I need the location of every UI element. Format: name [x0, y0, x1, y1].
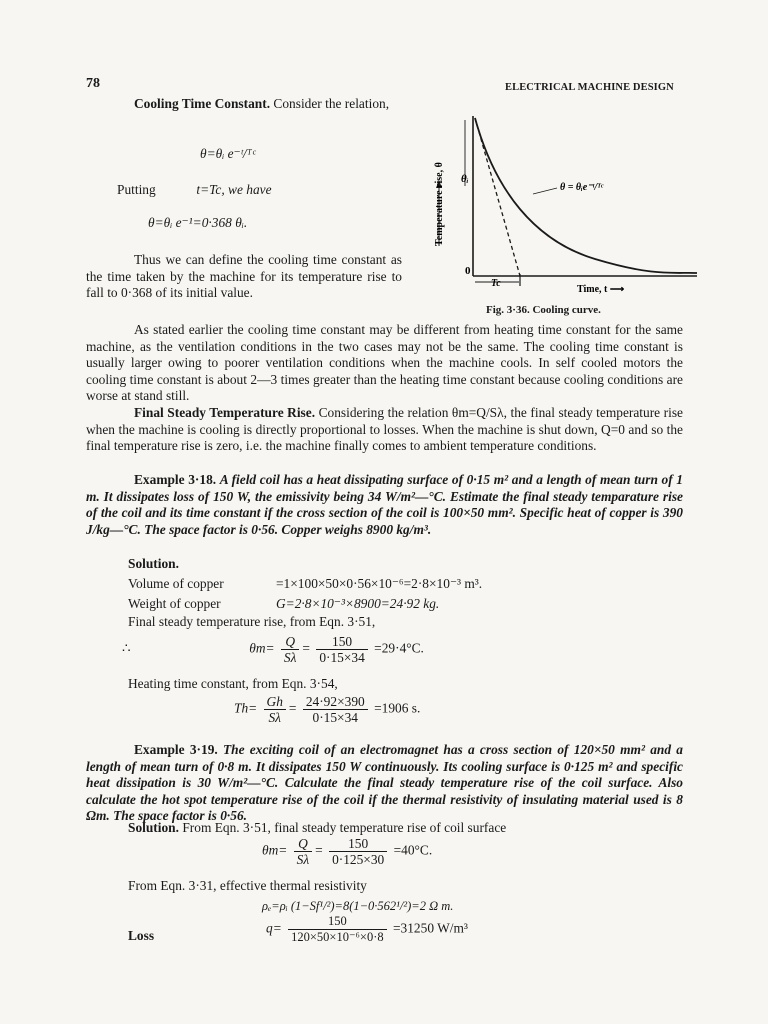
example-3-19: [86, 742, 683, 825]
ex318-weight-line: [128, 596, 439, 613]
ex318-th-lhs: Th=: [234, 700, 258, 716]
ex319-q-equation: [266, 914, 468, 945]
origin-label: 0: [465, 265, 471, 277]
cooling-curve: [475, 118, 697, 273]
ex319-frac-q-over-s: $\frac{Q}{S\lambda}$: [294, 836, 313, 867]
cooling-definition: Thus we can define the cooling time constant as the time taken by the machine for its temperature rise to fall to 0·368 of its initial value.: [86, 252, 402, 300]
ex318-volume-label: Volume of copper: [128, 576, 224, 591]
ex319-solution-line: [128, 820, 506, 837]
y-axis-label: Temperature rise, θ: [434, 162, 445, 246]
figure-caption: Fig. 3·36. Cooling curve.: [486, 304, 601, 316]
running-head: ELECTRICAL MACHINE DESIGN: [505, 82, 674, 93]
ex318-th-equation: Th= $\frac{Gh}{S\lambda}$ = $\frac{24\cdot 92\times 390}{0\cdot 15\times 34}$ =1906 s.: [234, 694, 421, 725]
ex319-frac-150: $\frac{150}{0\cdot 125\times 30}$: [329, 836, 387, 867]
ex318-problem: A field coil has a heat dissipating surface of 0·15 m² and a length of mean turn of 1 m. It dissipates loss of 150 W, the emissivity being 34 W/m²—°C. Estimate the final steady temparature rise of the coil and its time constant if the cross section of the coil is 100×50 mm². Specific heat of copper is 390 J/kg—°C. The space factor is 0·56. Copper weighs 8900 kg/m³.: [86, 472, 683, 537]
ex319-resist-label: From Eqn. 3·31, effective thermal resistivity: [128, 878, 367, 893]
ex318-weight-label: Weight of copper: [128, 596, 221, 611]
therefore-symbol: ∴: [122, 640, 131, 656]
ex318-frac-gh-over-s: $\frac{Gh}{S\lambda}$: [264, 694, 286, 725]
y-tick-theta-i: θᵢ: [461, 173, 469, 185]
tangent-line: [475, 118, 520, 276]
ex318-weight-value: G=2·8×10⁻³×8900=24·92 kg.: [276, 596, 440, 611]
paragraph-time-constant-comparison: As stated earlier the cooling time constant may be different from heating time constant for the same machine, as the ventilation conditions in the two cases may not be the same. The cooling time constant is usually larger owing to poorer ventilation conditions when the machine cools. In self cooled motors the cooling time constant is about 2—3 times greater than the heating time constant because cooling conditions are worse at stand still.: [86, 322, 683, 403]
ex319-q-result: =31250 W/m³: [392, 920, 468, 936]
tc-label: Tc: [491, 278, 501, 289]
putting-label: Putting: [117, 182, 156, 197]
cooling-curve-figure: [425, 96, 705, 321]
ex319-theta-equation: θm= $\frac{Q}{S\lambda}$ = $\frac{150}{0\cdot 125\times 30}$ =40°C.: [262, 836, 433, 867]
ex318-heating-label: Heating time constant, from Eqn. 3·54,: [128, 676, 338, 691]
putting-line: [117, 182, 272, 199]
ex318-volume-value: =1×100×50×0·56×10⁻⁶=2·8×10⁻³ m³.: [276, 576, 483, 591]
ex318-solution-label: Solution.: [128, 556, 179, 571]
cooling-heading: Cooling Time Constant.: [134, 96, 271, 111]
equation-cooling-0368: θ=θᵢ e⁻¹=0·368 θᵢ.: [148, 215, 248, 230]
final-rise-text: Considering the relation θm=Q/Sλ, the final steady temperature rise when the machine is cooling is directly proportional to losses. When the machine is shut down, Q=0 and so the final temperature rise is zero, i.e. the machine finally comes to ambient temperature conditions.: [86, 405, 683, 453]
equation-cooling-exponential: θ=θᵢ e⁻ᵗ/ᵀᶜ: [200, 146, 256, 161]
final-rise-heading: Final Steady Temperature Rise.: [134, 405, 316, 420]
ex319-solution-text: From Eqn. 3·51, final steady temperature rise of coil surface: [182, 820, 507, 835]
ex319-solution-label: Solution.: [128, 820, 179, 835]
ex319-loss-label: Loss: [128, 928, 155, 943]
ex319-theta-result: =40°C.: [393, 842, 433, 858]
ex318-final-label: Final steady temperature rise, from Eqn. 3·51,: [128, 614, 376, 629]
ex318-th-result: =1906 s.: [374, 700, 421, 716]
ex318-frac-150: $\frac{150}{0\cdot 15\times 34}$: [316, 634, 368, 665]
curve-label-leader: [533, 188, 557, 194]
ex319-heading: Example 3·19.: [134, 742, 218, 757]
ex318-frac-24-92: $\frac{24\cdot 92\times 390}{0\cdot 15\times 34}$: [303, 694, 368, 725]
ex318-frac-q-over-s: $\frac{Q}{S\lambda}$: [281, 634, 300, 665]
example-3-18: [86, 472, 683, 538]
cooling-time-constant-section: [86, 96, 406, 113]
cooling-lead-in: Consider the relation,: [273, 96, 390, 111]
ex319-frac-q: $\frac{150}{\text{120×50×10⁻⁶×0·8}}$: [288, 914, 387, 945]
ex318-volume-line: [128, 576, 482, 593]
ex318-theta-lhs: θm=: [249, 640, 275, 656]
ex319-problem: The exciting coil of an electromagnet has a cross section of 120×50 mm² and a length of mean turn of 0·8 m. It dissipates 150 W continuously. Its cooling surface is 0·125 m² and specific heat dissipation is 30 W/m²—°C. Calculate the final steady temperature rise of the coil surface. Also calculate the hot spot temperature rise of the coil if the thermal resistivity of insulating material used is 8 Ωm. The space factor is 0·56.: [86, 742, 683, 823]
ex319-theta-lhs: θm=: [262, 842, 288, 858]
curve-label: θ = θᵢe⁻ᵗ/ᵀᶜ: [560, 182, 604, 193]
putting-value: t=Tc, we have: [196, 182, 272, 197]
ex319-resist-equation: ρₑ=ρᵢ (1−Sf¹/²)=8(1−0·562¹/²)=2 Ω m.: [262, 899, 454, 913]
ex319-q-lhs: q=: [266, 920, 282, 936]
final-steady-rise-section: [86, 405, 683, 455]
x-axis-label: Time, t ⟶: [577, 284, 625, 295]
ex318-theta-result: =29·4°C.: [374, 640, 424, 656]
ex318-heading: Example 3·18.: [134, 472, 217, 487]
page-number: 78: [86, 76, 100, 91]
ex318-theta-equation: ∴ θm= $\frac{Q}{S\lambda}$ = $\frac{150}{0\cdot 15\times 34}$ =29·4°C.: [122, 634, 424, 665]
